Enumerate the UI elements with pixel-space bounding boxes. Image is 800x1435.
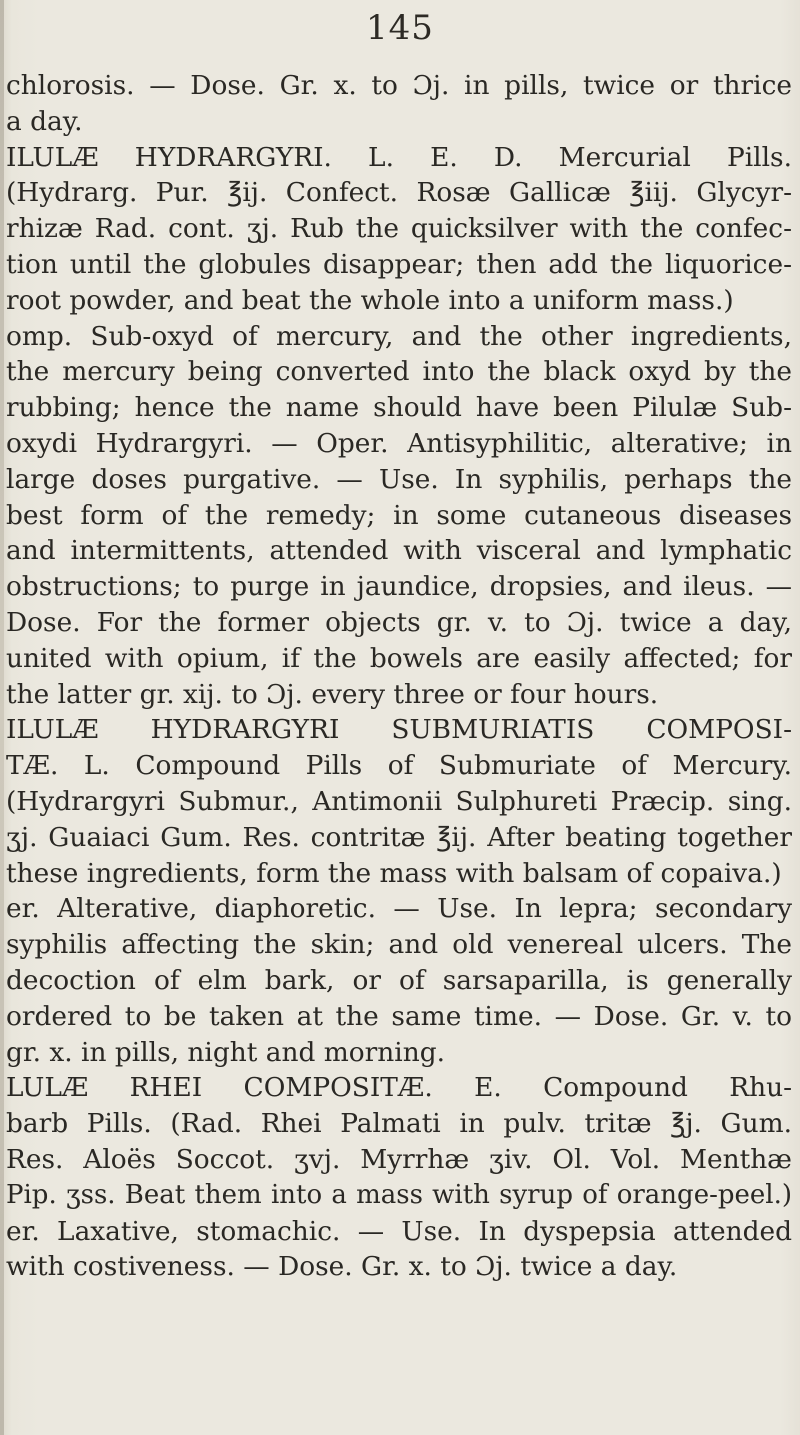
text-line: root powder, and beat the whole into a uniform mass.) xyxy=(6,284,734,316)
text-line: Pip. ʒss. Beat them into a mass with syrup of orange-peel.) xyxy=(6,1179,792,1210)
text-line: TÆ. L. Compound Pills of Submuriate of Mercury. xyxy=(6,750,792,782)
text-line: tion until the globules disappear; then add the liquorice- xyxy=(6,248,792,280)
text-line: omp. Sub-oxyd of mercury, and the other ingredients, xyxy=(6,320,792,352)
text-line: barb Pills. (Rad. Rhei Palmati in pulv. tritæ ℥j. Gum. xyxy=(6,1108,792,1140)
text-line: large doses purgative. — Use. In syphilis, perhaps the xyxy=(6,463,792,495)
text-line: rhizæ Rad. cont. ʒj. Rub the quicksilver with the confec- xyxy=(6,213,792,245)
text-line: er. Laxative, stomachic. — Use. In dyspepsia attended xyxy=(6,1215,792,1247)
text-line: best form of the remedy; in some cutaneous diseases xyxy=(6,499,792,531)
text-line: (Hydrarg. Pur. ℥ij. Confect. Rosæ Gallicæ ℥iij. Glycyr- xyxy=(6,177,792,209)
text-line: oxydi Hydrargyri. — Oper. Antisyphilitic, alterative; in xyxy=(6,427,792,459)
text-line: ILULÆ HYDRARGYRI. L. E. D. Mercurial Pills. xyxy=(6,141,792,173)
text-line: LULÆ RHEI COMPOSITÆ. E. Compound Rhu- xyxy=(6,1072,792,1104)
page-number: 145 xyxy=(366,8,434,48)
text-line: ILULÆ HYDRARGYRI SUBMURIATIS COMPOSI- xyxy=(6,714,792,746)
text-line: obstructions; to purge in jaundice, dropsies, and ileus. — xyxy=(6,571,792,603)
text-line: rubbing; hence the name should have been Pilulæ Sub- xyxy=(6,392,792,424)
text-line: Dose. For the former objects gr. v. to Ɔj. twice a day, xyxy=(6,606,792,638)
text-line: gr. x. in pills, night and morning. xyxy=(6,1036,445,1068)
text-line: syphilis affecting the skin; and old venereal ulcers. The xyxy=(6,929,792,961)
text-line: decoction of elm bark, or of sarsaparilla, is generally xyxy=(6,964,792,996)
text-line: with costiveness. — Dose. Gr. x. to Ɔj. twice a day. xyxy=(6,1251,678,1283)
text-line: ʒj. Guaiaci Gum. Res. contritæ ℥ij. After beating together xyxy=(6,821,792,853)
text-line: Res. Aloës Soccot. ʒvj. Myrrhæ ʒiv. Ol. Vol. Menthæ xyxy=(6,1143,792,1175)
text-line: united with opium, if the bowels are easily affected; for xyxy=(6,642,792,674)
page-gutter-shadow xyxy=(0,0,4,1435)
text-line: these ingredients, form the mass with balsam of copaiva.) xyxy=(6,857,782,889)
text-line: the mercury being converted into the black oxyd by the xyxy=(6,356,792,388)
text-line: chlorosis. — Dose. Gr. x. to Ɔj. in pills, twice or thrice xyxy=(6,70,792,101)
body-text xyxy=(6,68,792,1285)
text-line: a day. xyxy=(6,105,83,137)
text-line: the latter gr. xij. to Ɔj. every three or four hours. xyxy=(6,678,659,710)
text-line: ordered to be taken at the same time. — Dose. Gr. v. to xyxy=(6,1000,792,1032)
text-line: er. Alterative, diaphoretic. — Use. In lepra; secondary xyxy=(6,893,792,925)
text-line: and intermittents, attended with visceral and lymphatic xyxy=(6,535,792,567)
text-line: (Hydrargyri Submur., Antimonii Sulphureti Præcip. sing. xyxy=(6,785,792,817)
